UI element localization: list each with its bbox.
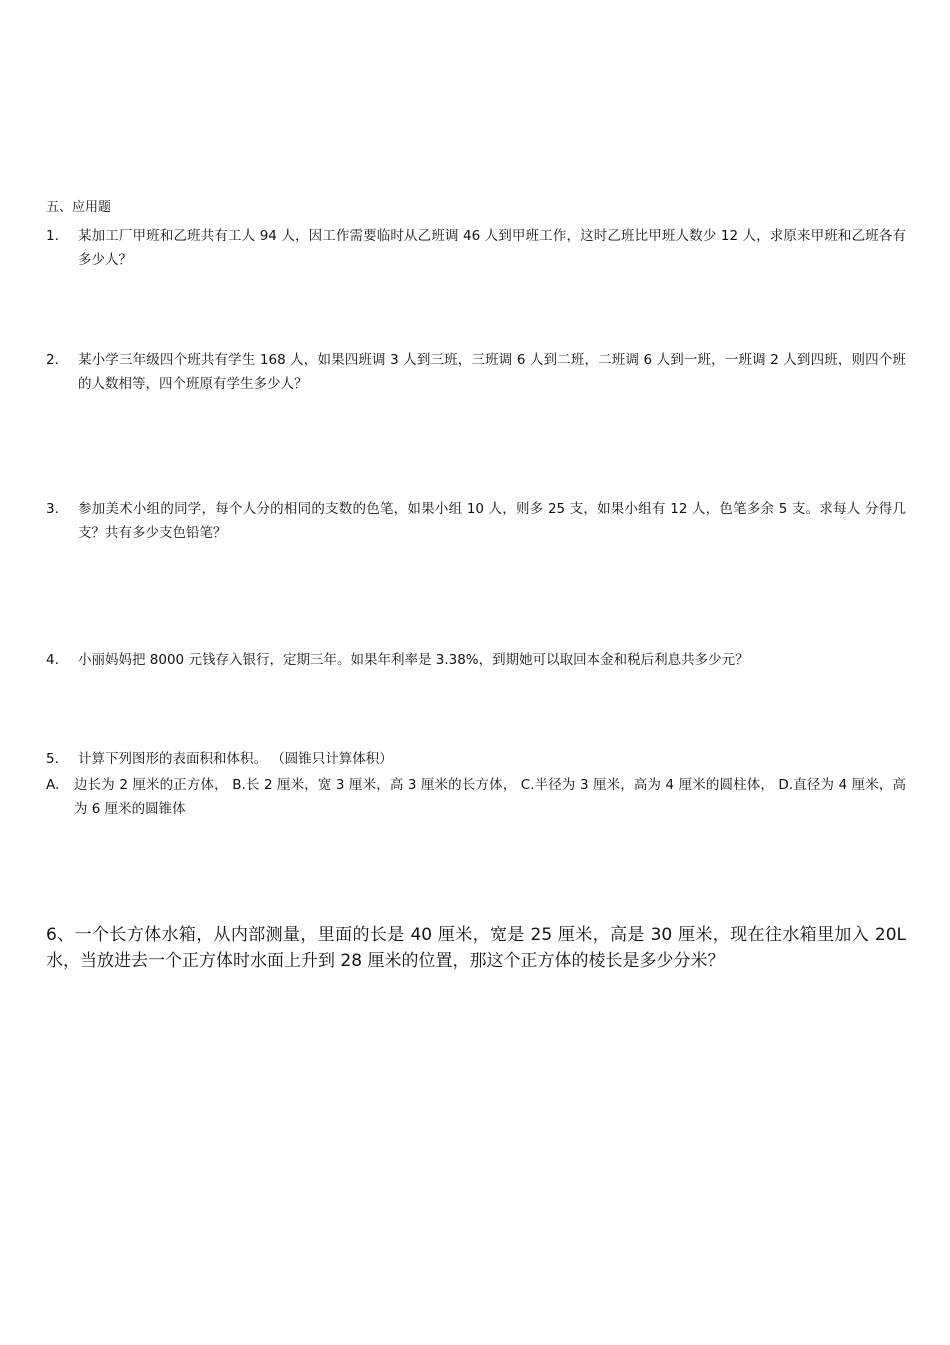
question-number: 4.	[46, 652, 59, 668]
question-text: 某小学三年级四个班共有学生 168 人，如果四班调 3 人到三班，三班调 6 人到二班，二班调 6 人到一班，一班调 2 人到四班，则四个班的人数相等，四个班原有学生多少人？	[78, 352, 906, 392]
section-title: 五、应用题	[46, 200, 112, 215]
options-text: 边长为 2 厘米的正方体， B.长 2 厘米，宽 3 厘米，高 3 厘米的长方体， C.半径为 3 厘米，高为 4 厘米的圆柱体， D.直径为 4 厘米，高为 6 厘米的圆锥体	[74, 777, 906, 817]
question-text: 小丽妈妈把 8000 元钱存入银行，定期三年。如果年利率是 3.38%，到期她可以取回本金和税后利息共多少元？	[78, 652, 749, 668]
option-lead: A.	[46, 777, 60, 793]
question-5-heading	[46, 748, 393, 770]
question-3	[46, 497, 906, 545]
question-5-options	[46, 773, 906, 821]
question-6: 6、一个长方体水箱，从内部测量，里面的长是 40 厘米，宽是 25 厘米，高是 30 厘米，现在往水箱里加入 20L 水，当放进去一个正方体时水面上升到 28 厘米的位置，那这个正方体的棱长是多少分米？	[46, 925, 906, 971]
question-4	[46, 648, 906, 672]
question-2	[46, 348, 906, 396]
question-text: 某加工厂甲班和乙班共有工人 94 人，因工作需要临时从乙班调 46 人到甲班工作，这时乙班比甲班人数少 12 人，求原来甲班和乙班各有多少人？	[78, 228, 906, 268]
question-number: 2.	[46, 352, 59, 368]
question-number: 1.	[46, 228, 59, 244]
question-text: 参加美术小组的同学，每个人分的相同的支数的色笔，如果小组 10 人，则多 25 支，如果小组有 12 人，色笔多余 5 支。求每人 分得几支？共有多少支色铅笔？	[78, 501, 906, 541]
question-number: 3.	[46, 501, 59, 517]
question-number: 5.	[46, 751, 59, 767]
question-1	[46, 224, 906, 272]
question-text: 计算下列图形的表面积和体积。 （圆锥只计算体积）	[78, 751, 393, 767]
